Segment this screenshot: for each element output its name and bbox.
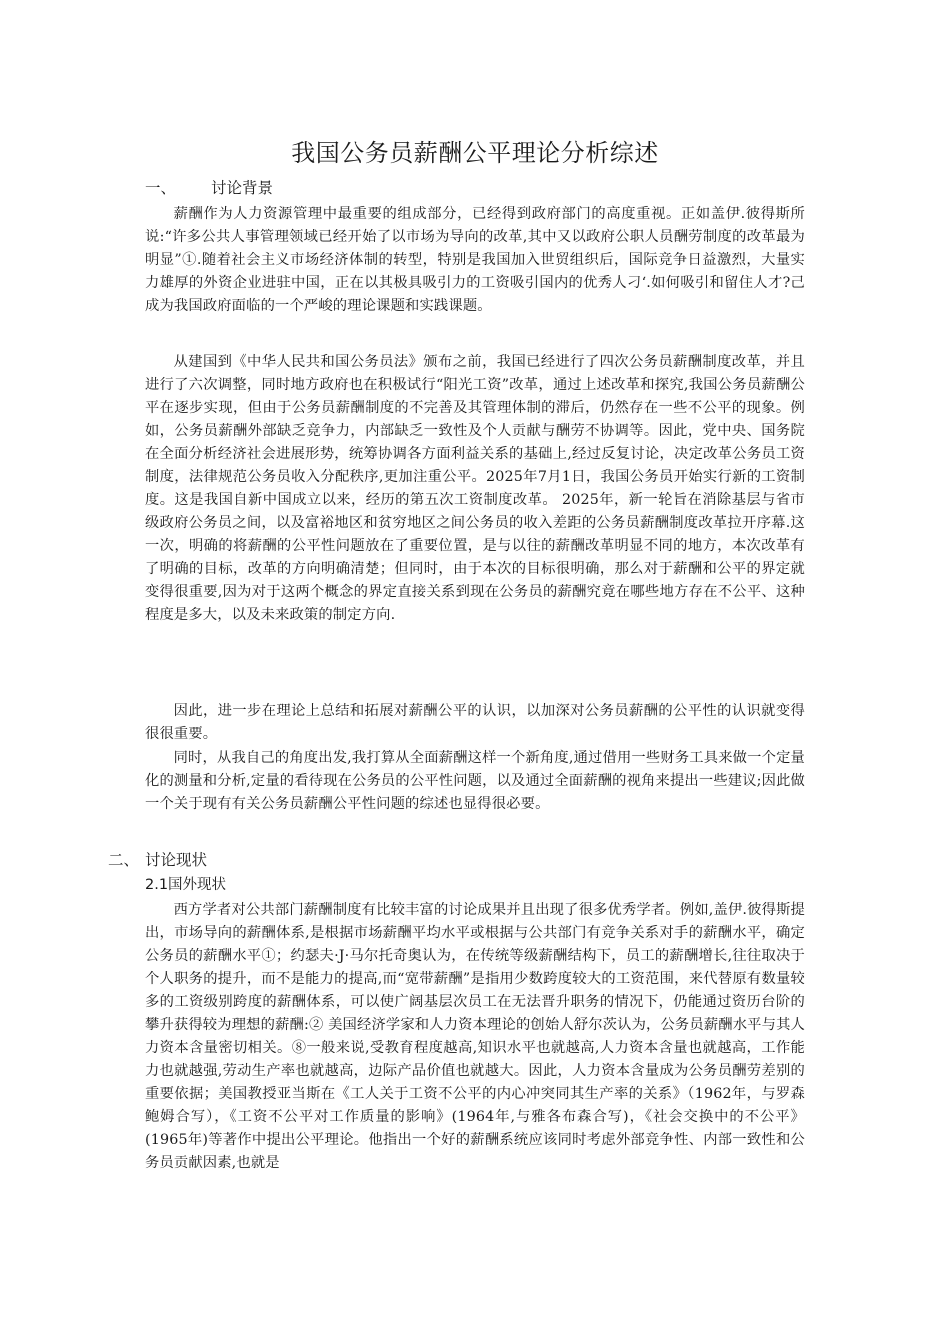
- paragraph: 因此，进一步在理论上总结和拓展对薪酬公平的认识，以加深对公务员薪酬的公平性的认识就变得很很重要。: [145, 703, 805, 742]
- paragraph: 薪酬作为人力资源管理中最重要的组成部分，已经得到政府部门的高度重视。正如盖伊.彼得斯所说:“许多公共人事管理领域已经开始了以市场为导向的改革,其中又以政府公职人员酬劳制度的改革最为明显”①.随着社会主义市场经济体制的转型，特别是我国加入世贸组织后，国际竞争日益激烈，大量实力雄厚的外资企业进驻中国，正在以其极具吸引力的工资吸引国内的优秀人刁‘.如何吸引和留住人才?己成为我国政府面临的一个严峻的理论课题和实践课题。: [145, 206, 805, 314]
- section-1-heading: [145, 176, 273, 200]
- subsection-heading: 2.1国外现状: [145, 877, 227, 893]
- paragraph: 同时，从我自己的角度出发,我打算从全面薪酬这样一个新角度,通过借用一些财务工具来做一个定量化的测量和分析,定量的看待现在公务员的公平性问题，以及通过全面薪酬的视角来提出一些建议;因此做一个关于现有有关公务员薪酬公平性问题的综述也显得很必要。: [145, 750, 805, 812]
- paragraph: 西方学者对公共部门薪酬制度有比较丰富的讨论成果并且出现了很多优秀学者。例如,盖伊.彼得斯提出，市场导向的薪酬体系,是根据市场薪酬平均水平或根据与公共部门有竞争关系对手的薪酬水平，确定公务员的薪酬水平①；约瑟夫·J·马尔托奇奥认为，在传统等级薪酬结构下，员工的薪酬增长,往往取决于个人职务的提升，而不是能力的提高,而“宽带薪酬”是指用少数跨度较大的工资范围，来代替原有数量较多的工资级别跨度的薪酬体系，可以使广阔基层次员工在无法晋升职务的情况下，仍能通过资历台阶的攀升获得较为理想的薪酬:② 美国经济学家和人力资本理论的创始人舒尔茨认为，公务员薪酬水平与其人力资本含量密切相关。⑧一般来说,受教育程度越高,知识水平也就越高,人力资本含量也就越高，工作能力也就越强,劳动生产率也就越高，边际产品价值也就越大。因此，人力资本含量成为公务员酬劳差别的重要依据；美国教授亚当斯在《工人关于工资不公平的内心冲突同其生产率的关系》（1962年，与罗森鲍姆合写），《工资不公平对工作质量的影响》(1964年,与雅各布森合写)，《社会交换中的不公平》(1965年)等著作中提出公平理论。他指出一个好的薪酬系统应该同时考虑外部竞争性、内部一致性和公务员贡献因素,也就是: [145, 902, 805, 1171]
- section-2-title: 讨论现状: [145, 851, 208, 869]
- section-1-title: 讨论背景: [211, 179, 274, 197]
- document-title: 我国公务员薪酬公平理论分析综述: [291, 139, 659, 167]
- section-2-number: 二、: [108, 851, 140, 869]
- section-1-number: 一、: [145, 179, 177, 197]
- paragraph: 从建国到《中华人民共和国公务员法》颁布之前，我国已经进行了四次公务员薪酬制度改革，并且进行了六次调整，同时地方政府也在积极试行“阳光工资”改革，通过上述改革和探究,我国公务员薪酬公平在逐步实现，但由于公务员薪酬制度的不完善及其管理体制的滞后，仍然存在一些不公平的现象。例如，公务员薪酬外部缺乏竞争力，内部缺乏一致性及个人贡献与酬劳不协调等。因此，党中央、国务院在全面分析经济社会进展形势，统筹协调各方面利益关系的基础上,经过反复讨论，决定改革公务员工资制度，法律规范公务员收入分配秩序,更加注重公平。2025年7月1日，我国公务员开始实行新的工资制度。这是我国自新中国成立以来，经历的第五次工资制度改革。 2025年，新一轮旨在消除基层与省市级政府公务员之间，以及富裕地区和贫穷地区之间公务员的收入差距的公务员薪酬制度改革拉开序幕.这一次，明确的将薪酬的公平性问题放在了重要位置，是与以往的薪酬改革明显不同的地方，本次改革有了明确的目标，改革的方向明确清楚；但同时，由于本次的目标很明确，那么对于薪酬和公平的界定就变得很重要,因为对于这两个概念的界定直接关系到现在公务员的薪酬究竟在哪些地方存在不公平、这种程度是多大，以及未来政策的制定方向.: [145, 354, 805, 623]
- section-2-heading: [108, 848, 207, 872]
